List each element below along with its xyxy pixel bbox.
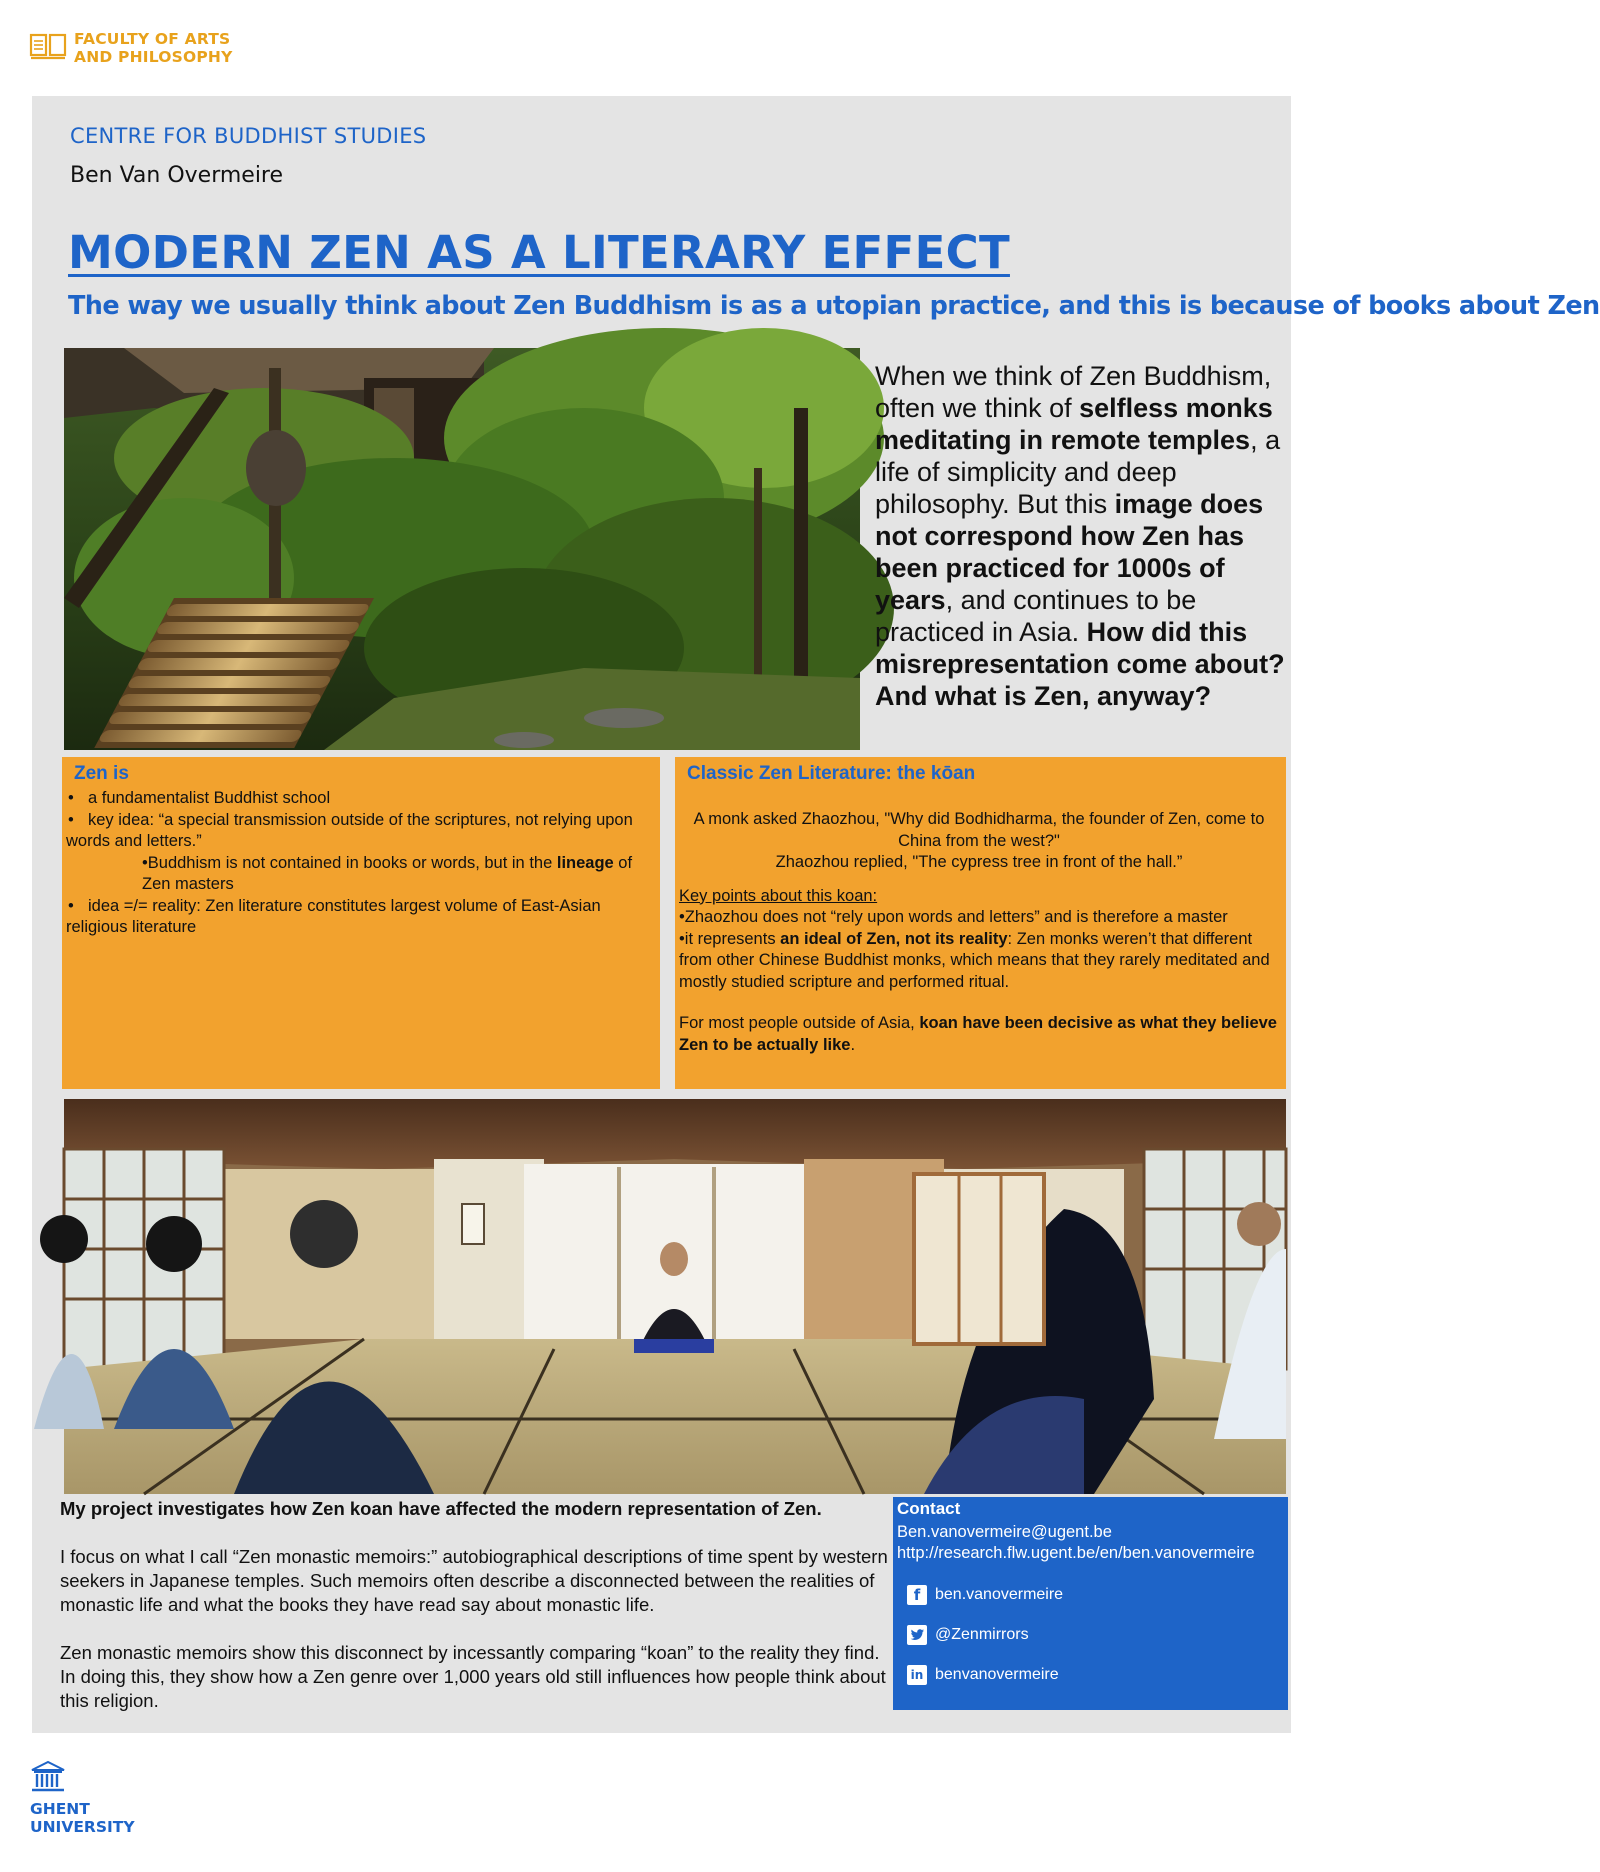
zen-bullet-2: • key idea: “a special transmission outside of the scriptures, not relying upon words and letters.” [66,810,633,850]
poster-subtitle: The way we usually think about Zen Buddhism is as a utopian practice, and this is because of books about Zen [68,291,1600,321]
koan-point-1: •Zhaozhou does not “rely upon words and letters” and is therefore a master [679,908,1228,926]
university-line-2: UNIVERSITY [30,1818,135,1836]
koan-point-2-post: : Zen monks weren’t that different from other Chinese Buddhist monks, which means that they rarely meditated and mostly studied scripture and performed ritual. [679,929,1270,991]
koan-point-2-pre: •it represents [679,929,781,948]
koan-quote-2: Zhaozhou replied, "The cypress tree in front of the hall.” [775,853,1183,871]
facebook-link[interactable] [907,1585,1063,1605]
faculty-logo [30,30,233,66]
twitter-handle: @Zenmirrors [935,1626,1029,1643]
intro-text-1: When we think of Zen Buddhism, often we think of [875,361,1272,423]
author-name: Ben Van Overmeire [70,163,284,188]
zen-bullet-1-text: a fundamentalist Buddhist school [88,789,331,807]
project-para-1: I focus on what I call “Zen monastic memoirs:” autobiographical descriptions of time spent by western seekers in Japanese temples. Such memoirs often describe a disconnected between the realities of monastic life and what the books they have read say about monastic life. [60,1546,888,1615]
koan-final [679,1013,1279,1056]
zen-bullet-1: • a fundamentalist Buddhist school [68,789,331,807]
project-para-2: Zen monastic memoirs show this disconnect by incessantly comparing “koan” to the reality they find. In doing this, they show how a Zen genre over 1,000 years old still influences how people think about this religion. [60,1642,886,1711]
project-description [60,1497,890,1713]
zen-sub-post: of Zen masters [142,853,633,893]
book-icon [30,32,66,60]
zen-bullet-3-text: idea =/= reality: Zen literature constitutes largest volume of East-Asian religious literature [66,896,601,936]
linkedin-handle: benvanovermeire [935,1666,1059,1683]
zen-is-list [66,788,654,939]
faculty-line-2: AND PHILOSOPHY [74,48,233,66]
koan-content [679,809,1279,1056]
facebook-icon: f [907,1585,927,1605]
faculty-name [74,30,233,66]
zen-bullet-2-text: key idea: “a special transmission outside of the scriptures, not relying upon words and letters.” [66,810,633,850]
zen-sub-bullet [66,853,654,896]
koan-box [675,757,1286,1089]
faculty-line-1: FACULTY OF ARTS [74,30,231,48]
twitter-icon [907,1625,927,1645]
centre-name: CENTRE FOR BUDDHIST STUDIES [70,124,427,148]
koan-key-heading: Key points about this koan: [679,886,878,905]
intro-text-3: , and continues to be practiced in Asia. [875,585,1197,647]
university-line-1: GHENT [30,1800,90,1818]
intro-text [875,360,1290,712]
koan-quote-1: A monk asked Zhaozhou, "Why did Bodhidharma, the founder of Zen, come to China from the west?" [693,810,1265,850]
zen-sub-bold: lineage [556,853,614,872]
university-building-icon [30,1760,66,1794]
ghent-university-logo [30,1760,135,1836]
zen-is-heading: Zen is [74,763,129,784]
koan-final-bold: koan have been decisive as what they believe Zen to be actually like [679,1014,1277,1054]
contact-box [893,1497,1288,1710]
intro-bold-1: selfless monks meditating in remote temples [875,393,1273,455]
koan-final-post: . [850,1035,856,1054]
zen-sub-pre: •Buddhism is not contained in books or words, but in the [142,853,557,872]
intro-bold-3: How did this misrepresentation come about? And what is Zen, anyway? [875,617,1285,711]
koan-point-2 [679,929,1279,994]
intro-bold-2: image does not correspond how Zen has been practiced for 1000s of years [875,489,1264,615]
contact-email[interactable]: Ben.vanovermeire@ugent.be [897,1523,1112,1541]
poster-title: MODERN ZEN AS A LITERARY EFFECT [68,226,1010,279]
intro-text-2: , a life of simplicity and deep philosophy. But this [875,425,1281,519]
contact-url[interactable]: http://research.flw.ugent.be/en/ben.vanovermeire [897,1544,1255,1562]
contact-heading: Contact [897,1499,961,1518]
zen-bullet-3: • idea =/= reality: Zen literature constitutes largest volume of East-Asian religious literature [66,896,601,936]
garden-photo [64,348,860,750]
linkedin-link[interactable] [907,1665,1059,1685]
linkedin-icon: in [907,1665,927,1685]
meditation-hall-photo [64,1099,1286,1494]
koan-point-2-bold: an ideal of Zen, not its reality [780,929,1008,948]
project-lead: My project investigates how Zen koan have affected the modern representation of Zen. [60,1498,822,1519]
twitter-link[interactable] [907,1625,1029,1645]
facebook-handle: ben.vanovermeire [935,1586,1064,1603]
koan-final-pre: For most people outside of Asia, [679,1014,920,1032]
koan-heading: Classic Zen Literature: the kōan [687,763,976,784]
zen-is-box [62,757,660,1089]
